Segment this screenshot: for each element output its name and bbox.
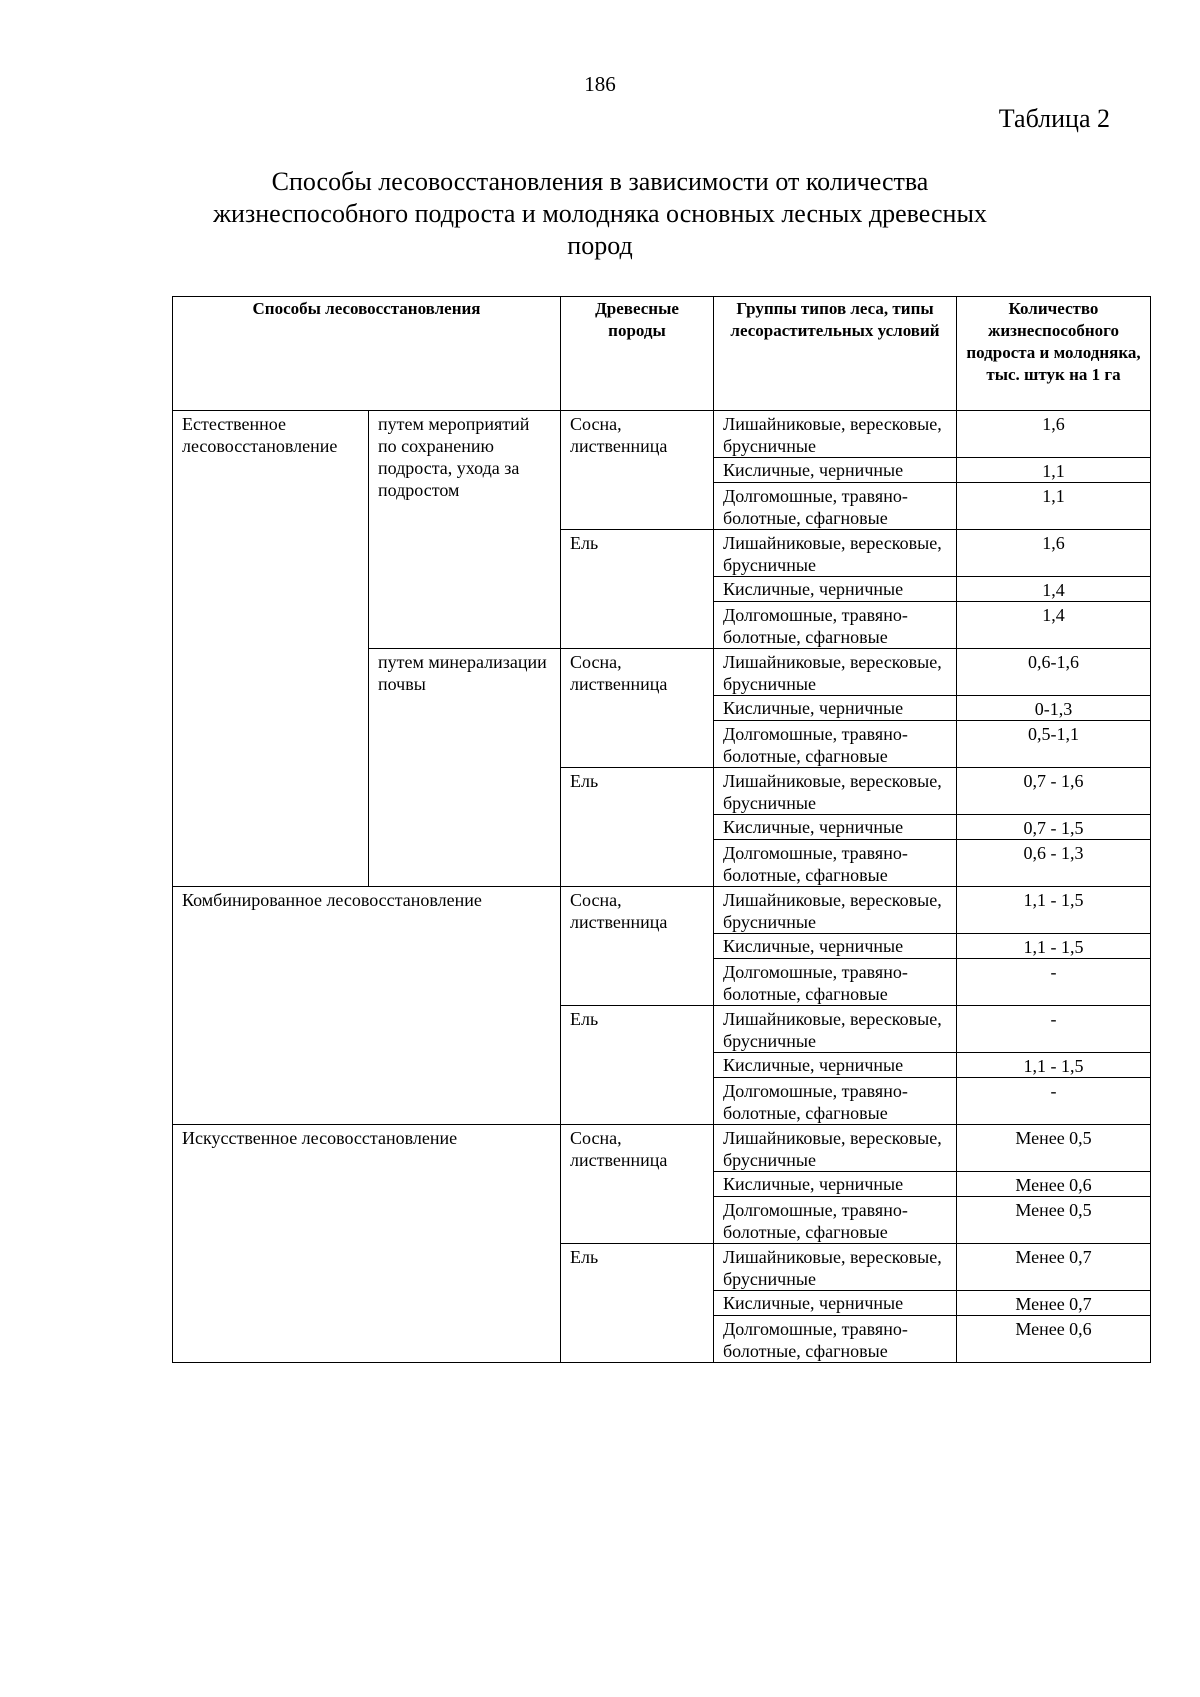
species-cell: Сосна, лиственница [561,1125,714,1244]
group-cell: Лишайниковые, вересковые, брусничные [714,1125,957,1172]
species-cell: Сосна, лиственница [561,411,714,530]
quantity-cell: Менее 0,7 [957,1291,1151,1316]
group-cell: Кисличные, черничные [714,1172,957,1197]
table-row [173,887,1151,934]
group-cell: Кисличные, черничные [714,815,957,840]
quantity-cell: Менее 0,6 [957,1172,1151,1197]
group-cell: Лишайниковые, вересковые, брусничные [714,411,957,458]
header-forest-groups: Группы типов леса, типы лесорастительных условий [714,297,957,411]
quantity-cell: 1,4 [957,577,1151,602]
species-cell: Ель [561,768,714,887]
group-cell: Кисличные, черничные [714,1053,957,1078]
quantity-cell: 1,4 [957,602,1151,649]
quantity-cell: Менее 0,5 [957,1197,1151,1244]
quantity-cell: 0,7 - 1,6 [957,768,1151,815]
group-cell: Долгомошные, травяно-болотные, сфагновые [714,602,957,649]
method-natural: Естественное лесовосстановление [173,411,369,887]
quantity-cell: 0,5-1,1 [957,721,1151,768]
quantity-cell: 0,6-1,6 [957,649,1151,696]
group-cell: Долгомошные, травяно-болотные, сфагновые [714,483,957,530]
species-cell: Ель [561,1006,714,1125]
group-cell: Кисличные, черничные [714,934,957,959]
header-species: Древесные породы [561,297,714,411]
table-row [173,411,1151,458]
quantity-cell: 1,1 - 1,5 [957,887,1151,934]
quantity-cell: 0,6 - 1,3 [957,840,1151,887]
species-cell: Сосна, лиственница [561,887,714,1006]
group-cell: Кисличные, черничные [714,458,957,483]
method-natural-sub1: путем мероприятий по сохранению подроста, ухода за подростом [369,411,561,649]
quantity-cell: 1,1 [957,483,1151,530]
group-cell: Лишайниковые, вересковые, брусничные [714,1244,957,1291]
table-row [173,1125,1151,1172]
header-quantity: Количество жизнеспособного подроста и молодняка, тыс. штук на 1 га [957,297,1151,411]
group-cell: Лишайниковые, вересковые, брусничные [714,887,957,934]
group-cell: Кисличные, черничные [714,1291,957,1316]
page-number: 186 [584,72,616,96]
quantity-cell: 1,1 - 1,5 [957,934,1151,959]
quantity-cell: 1,6 [957,530,1151,577]
group-cell: Лишайниковые, вересковые, брусничные [714,530,957,577]
group-cell: Долгомошные, травяно-болотные, сфагновые [714,1078,957,1125]
group-cell: Долгомошные, травяно-болотные, сфагновые [714,721,957,768]
reforestation-table [172,296,1151,1363]
table-header-row [173,297,1151,411]
table-label: Таблица 2 [998,104,1110,133]
group-cell: Кисличные, черничные [714,577,957,602]
group-cell: Лишайниковые, вересковые, брусничные [714,649,957,696]
group-cell: Кисличные, черничные [714,696,957,721]
group-cell: Долгомошные, травяно-болотные, сфагновые [714,1197,957,1244]
quantity-cell: Менее 0,6 [957,1316,1151,1363]
quantity-cell: - [957,1006,1151,1053]
method-artificial: Искусственное лесовосстановление [173,1125,561,1363]
quantity-cell: Менее 0,7 [957,1244,1151,1291]
header-methods: Способы лесовосстановления [173,297,561,411]
group-cell: Лишайниковые, вересковые, брусничные [714,1006,957,1053]
method-combined: Комбинированное лесовосстановление [173,887,561,1125]
quantity-cell: - [957,1078,1151,1125]
quantity-cell: 1,1 - 1,5 [957,1053,1151,1078]
quantity-cell: - [957,959,1151,1006]
quantity-cell: 1,6 [957,411,1151,458]
quantity-cell: 0,7 - 1,5 [957,815,1151,840]
group-cell: Долгомошные, травяно-болотные, сфагновые [714,1316,957,1363]
species-cell: Ель [561,530,714,649]
method-natural-sub2: путем минерализации почвы [369,649,561,887]
quantity-cell: 1,1 [957,458,1151,483]
group-cell: Лишайниковые, вересковые, брусничные [714,768,957,815]
species-cell: Ель [561,1244,714,1363]
quantity-cell: Менее 0,5 [957,1125,1151,1172]
quantity-cell: 0-1,3 [957,696,1151,721]
document-title: Способы лесовосстановления в зависимости от количества жизнеспособного подроста и молодняка основных лесных древесных пород [213,167,987,260]
species-cell: Сосна, лиственница [561,649,714,768]
group-cell: Долгомошные, травяно-болотные, сфагновые [714,959,957,1006]
group-cell: Долгомошные, травяно-болотные, сфагновые [714,840,957,887]
